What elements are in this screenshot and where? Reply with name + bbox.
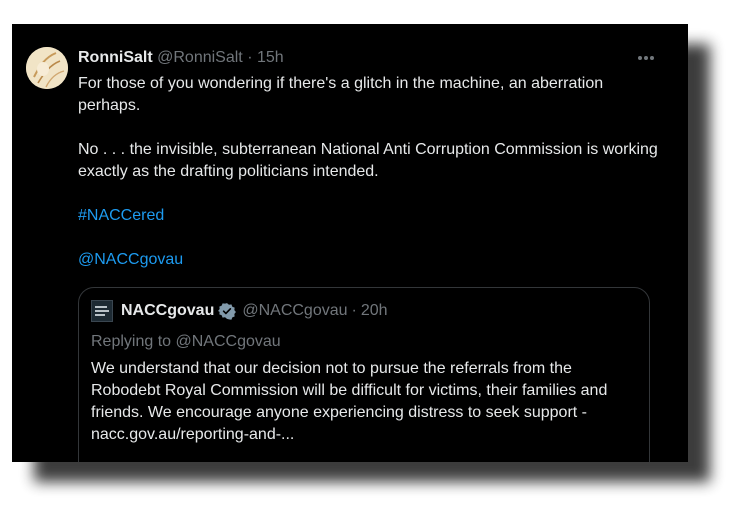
quote-avatar[interactable] [91, 300, 113, 322]
avatar[interactable] [26, 47, 68, 89]
mention-link[interactable]: @NACCgovau [78, 251, 184, 268]
tweet-paragraph-1: For those of you wondering if there's a glitch in the machine, an aberration perhaps. [78, 75, 604, 114]
timestamp[interactable]: 15h [256, 49, 284, 66]
quote-display-name[interactable]: NACCgovau [121, 302, 215, 319]
tweet-text [78, 73, 658, 271]
quote-timestamp[interactable]: 20h [360, 302, 388, 319]
replying-to [91, 332, 281, 352]
quote-header [121, 301, 388, 321]
quoted-tweet[interactable] [78, 287, 650, 462]
verified-badge-icon [218, 302, 236, 320]
tweet-paragraph-2: No . . . the invisible, subterranean National Anti Corruption Commission is working exactly as the drafting politicians intended. [78, 141, 658, 180]
quote-text: We understand that our decision not to pursue the referrals from the Robodebt Royal Commission will be difficult for victims, their families and friends. We encourage anyone experiencing distress to seek support - nacc.gov.au/reporting-and-... [91, 360, 608, 443]
tweet-header [78, 48, 284, 68]
hashtag-link[interactable]: #NACCered [78, 207, 165, 224]
more-horizontal-icon[interactable] [634, 46, 658, 70]
tweet-card[interactable] [12, 24, 688, 462]
replying-prefix: Replying to [91, 333, 172, 350]
user-handle[interactable]: @RonniSalt [157, 49, 243, 66]
quote-separator-dot: · [351, 302, 357, 319]
quote-user-handle[interactable]: @NACCgovau [242, 302, 348, 319]
avatar-image [26, 47, 68, 89]
replying-handle[interactable]: @NACCgovau [175, 333, 281, 350]
display-name[interactable]: RonniSalt [78, 49, 153, 66]
separator-dot: · [247, 49, 253, 66]
